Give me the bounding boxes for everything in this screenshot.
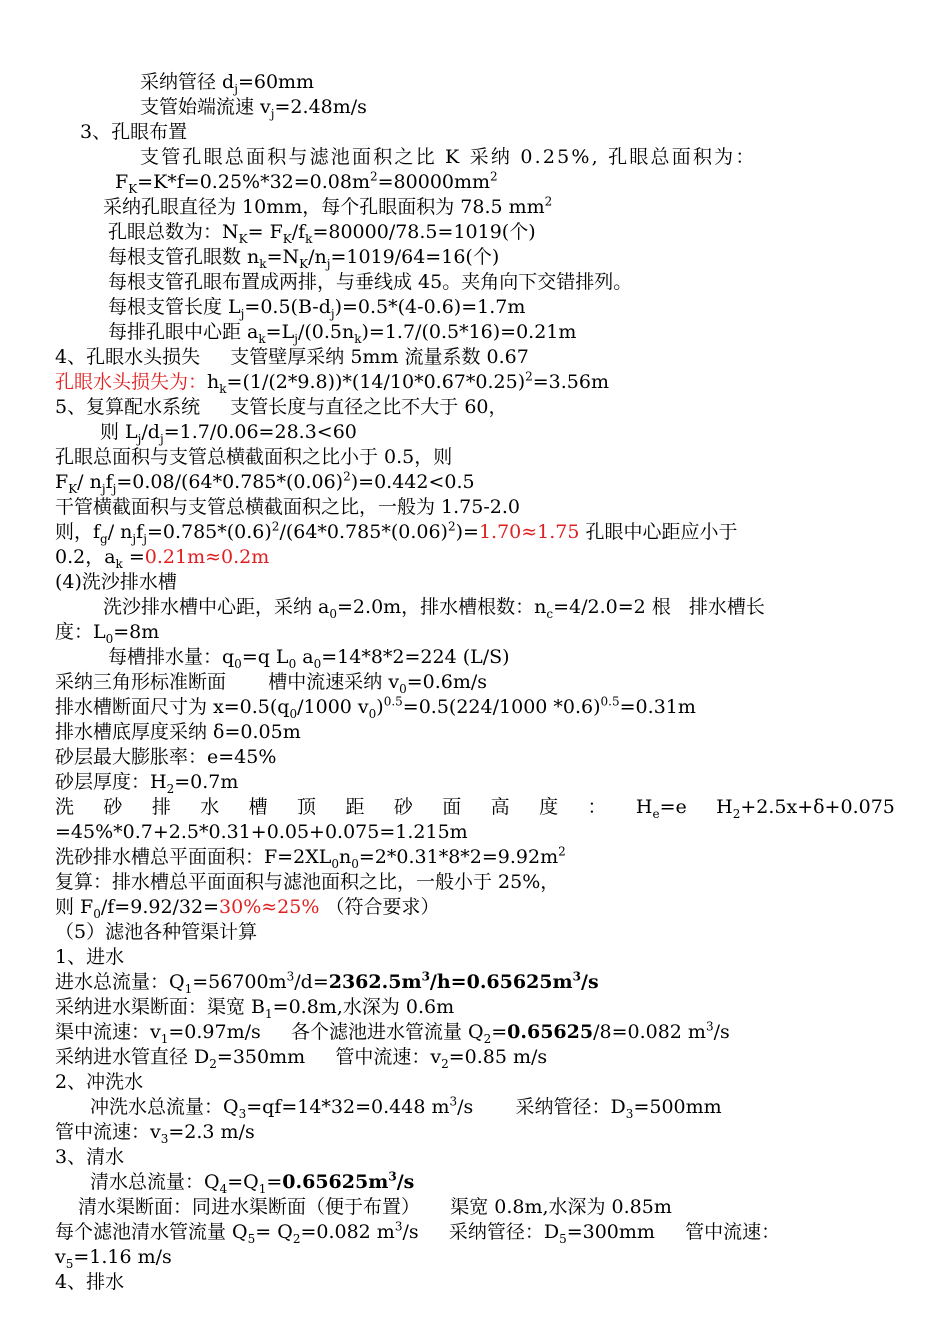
text-segment: 3 [421, 969, 430, 984]
text-segment: 高 [490, 796, 510, 818]
text-segment: /s [713, 1021, 730, 1043]
text-segment: /8=0.082 m [593, 1021, 706, 1043]
text-segment: 每个滤池清水管流量 Q [55, 1221, 248, 1243]
text-segment: 0.5 [383, 694, 403, 709]
text-segment: 度：L [55, 621, 106, 643]
text-segment: /s 采纳管径：D [457, 1096, 626, 1118]
text-segment: j [132, 531, 137, 546]
text-segment: 每槽排水量：q [108, 646, 235, 668]
text-segment: j [137, 431, 142, 446]
text-segment: =3.56m [532, 371, 609, 393]
text-line [55, 1020, 730, 1044]
text-segment: 管中流速：v [55, 1121, 161, 1143]
text-segment: =L [265, 321, 295, 343]
text-segment: 5 [65, 1256, 74, 1271]
text-segment: 0 [289, 706, 298, 721]
text-segment: =60mm [237, 71, 315, 93]
text-segment: 2 [544, 194, 553, 209]
text-segment: =80000mm [377, 171, 491, 193]
text-segment: k [354, 331, 362, 346]
text-segment: 0.5 [600, 694, 620, 709]
text-segment: =0.31m [619, 696, 696, 718]
text-segment: 槽 [248, 796, 268, 818]
text-segment: =0.97m/s 各个滤池进水管流量 Q [168, 1021, 484, 1043]
text-line [55, 1220, 780, 1244]
text-segment: 0 [399, 681, 407, 696]
text-segment: 支管孔眼总面积与滤池面积之比 K 采纳 0.25%, 孔眼总面积为： [140, 146, 757, 168]
text-segment: /s [581, 971, 599, 993]
text-line [55, 795, 895, 819]
text-segment: 3 [388, 1169, 397, 1184]
text-segment: $H_2+2.5x+\delta+0.075$ [716, 796, 895, 821]
text-segment: $H_e=e$ [635, 796, 687, 821]
text-line [55, 1145, 124, 1169]
text-line [55, 370, 609, 394]
text-segment: 2 [166, 781, 175, 796]
text-segment: a [296, 646, 314, 668]
text-segment: =1.16 m/s [73, 1246, 172, 1268]
text-segment: =2.48m/s [274, 96, 367, 118]
text-line [55, 345, 529, 369]
text-segment: 孔眼总数为：N [108, 221, 239, 243]
text-segment: 2 [370, 169, 378, 184]
text-segment: =0.5(B-d [244, 296, 331, 318]
text-segment: )= [455, 521, 479, 543]
text-segment: 每根支管长度 L [108, 296, 241, 318]
text-segment: 每根支管孔眼数 n [108, 246, 260, 268]
text-segment: 5 [559, 1231, 567, 1246]
text-line [55, 970, 599, 994]
text-segment: k [258, 331, 266, 346]
text-segment: 采纳管径 d [140, 71, 235, 93]
text-segment: 0 [329, 606, 338, 621]
text-line [55, 695, 696, 719]
text-segment: 2 [483, 1031, 492, 1046]
text-segment: 2 [209, 1056, 217, 1071]
text-segment: = [266, 1171, 283, 1193]
text-line [108, 320, 576, 344]
text-segment: /h=0.65625m [429, 971, 573, 993]
text-segment: k [305, 231, 313, 246]
text-segment: 清水渠断面：同进水渠断面（便于布置） 渠宽 0.8m,水深为 0.85m [78, 1196, 672, 1218]
text-segment: =2.3 m/s [168, 1121, 255, 1143]
text-line [140, 145, 880, 169]
text-segment: =4/2.0=2 根 排水槽长 [553, 596, 765, 618]
text-segment: 1 [160, 1031, 169, 1046]
text-line [55, 945, 124, 969]
text-segment: 5 [247, 1231, 256, 1246]
text-segment: f [136, 521, 144, 543]
text-segment: 2 [441, 1056, 449, 1071]
text-segment: /f=9.92/32= [100, 896, 220, 918]
text-segment: 孔眼中心距应小于 [579, 521, 738, 543]
text-segment: =0.6m/s [406, 671, 488, 693]
text-line [55, 520, 738, 544]
text-segment: 2 [490, 169, 498, 184]
text-segment: K [238, 231, 248, 246]
text-line [108, 220, 536, 244]
text-segment: 0.65625m [282, 1171, 389, 1193]
text-segment: 4 [219, 1181, 228, 1196]
text-segment: 排水槽底厚度采纳 δ=0.05m [55, 721, 301, 743]
text-segment: =8m [113, 621, 160, 643]
text-segment: 2 [558, 844, 566, 859]
text-segment: /1000 v [297, 696, 369, 718]
text-segment: 3 [705, 1019, 714, 1034]
text-segment: 孔眼水头损失为： [55, 371, 208, 393]
text-segment: 距 [345, 796, 365, 818]
text-segment: K [128, 181, 138, 196]
text-segment: 3 [449, 1094, 458, 1109]
text-line [55, 570, 177, 594]
text-segment: 3 [394, 1219, 403, 1234]
text-line [55, 670, 487, 694]
text-segment: F [115, 171, 129, 193]
text-segment: 每排孔眼中心距 a [108, 321, 259, 343]
text-segment: 2 [271, 519, 280, 534]
text-segment: 0 [93, 906, 101, 921]
text-line [55, 495, 520, 519]
text-segment: 每根支管孔眼布置成两排，与垂线成 45。夹角向下交错排列。 [108, 271, 633, 293]
text-segment: /(64*0.785*(0.06) [279, 521, 448, 543]
text-segment: n [338, 846, 352, 868]
text-segment: 1 [184, 981, 193, 996]
text-segment: =45%*0.7+2.5*0.31+0.05+0.075=1.215m [55, 821, 468, 843]
text-segment: =0.5(224/1000 *0.6) [402, 696, 601, 718]
text-segment: j [159, 431, 164, 446]
text-segment: =2*0.31*8*2=9.92m [358, 846, 559, 868]
text-line [55, 845, 566, 869]
text-segment: v [55, 1246, 66, 1268]
text-segment: =500mm [633, 1096, 722, 1118]
text-segment: 洗 [55, 796, 75, 818]
text-segment: )=1.7/(0.5*16)=0.21m [361, 321, 577, 343]
text-segment: 冲洗水总流量：Q [90, 1096, 239, 1118]
text-line [55, 995, 454, 1019]
text-segment: =0.785*(0.6) [146, 521, 272, 543]
text-segment: 0 [105, 631, 114, 646]
text-segment: 排水槽断面尺寸为 x=0.5(q [55, 696, 290, 718]
text-segment: 2、冲洗水 [55, 1071, 144, 1093]
text-segment: 2362.5m [328, 971, 422, 993]
text-segment: =q L [241, 646, 289, 668]
text-segment: 3 [625, 1106, 634, 1121]
text-segment: 进水总流量：Q [55, 971, 185, 993]
text-line [100, 420, 357, 444]
text-segment: 砂 [393, 796, 413, 818]
text-segment: 0.65625 [507, 1021, 594, 1043]
text-segment: =N [266, 246, 300, 268]
text-segment: =300mm 管中流速： [566, 1221, 781, 1243]
text-segment: 砂层最大膨胀率：e=45% [55, 746, 277, 768]
text-segment: 渠中流速：v [55, 1021, 161, 1043]
text-segment: 3、孔眼布置 [80, 121, 188, 143]
text-segment: c [546, 606, 554, 621]
text-segment: j [240, 306, 245, 321]
text-segment: 采纳进水管直径 D [55, 1046, 210, 1068]
text-line [108, 645, 510, 669]
text-segment: =14*8*2=224 (L/S) [321, 646, 510, 668]
text-segment: /s [396, 1171, 415, 1193]
text-segment: 30%≈25% [219, 896, 320, 918]
text-segment: 干管横截面积与支管总横截面积之比，一般为 1.75-2.0 [55, 496, 520, 518]
text-line [55, 545, 269, 569]
text-line [108, 245, 499, 269]
text-segment: 面 [442, 796, 462, 818]
text-segment: 洗沙排水槽中心距，采纳 a [103, 596, 330, 618]
text-segment: = [122, 546, 145, 568]
text-segment: =0.8m,水深为 0.6m [272, 996, 455, 1018]
text-segment: 3 [572, 969, 581, 984]
text-line [103, 195, 552, 219]
text-segment: 3、清水 [55, 1146, 125, 1168]
text-segment: K [299, 256, 309, 271]
text-segment: K [68, 481, 78, 496]
text-line [55, 1070, 143, 1094]
text-segment: /d [141, 421, 160, 443]
text-segment: (4)洗沙排水槽 [55, 571, 177, 593]
text-segment: 0 [234, 656, 242, 671]
text-line [90, 1095, 722, 1119]
text-segment: =56700m [192, 971, 287, 993]
text-segment: j [143, 531, 147, 546]
text-segment: =2.0m，排水槽根数：n [337, 596, 547, 618]
text-segment: 复算：排水槽总平面面积与滤池面积之比，一般小于 25%， [55, 871, 560, 893]
text-line [55, 920, 257, 944]
text-line [108, 270, 632, 294]
text-segment: 2 [343, 469, 351, 484]
text-segment: 1.70≈1.75 [478, 521, 580, 543]
text-segment: =K*f=0.25%*32=0.08m [137, 171, 370, 193]
text-segment: /n [308, 246, 327, 268]
text-segment: = Q [255, 1221, 293, 1243]
text-segment: （5）滤池各种管渠计算 [55, 921, 258, 943]
text-segment: /d= [294, 971, 329, 993]
text-line [55, 620, 159, 644]
text-segment: 0.21m≈0.2m [144, 546, 270, 568]
text-line [78, 1195, 672, 1219]
text-segment: 3 [160, 1131, 169, 1146]
text-line [55, 395, 508, 419]
text-segment: /f [291, 221, 306, 243]
text-segment: =qf=14*32=0.448 m [246, 1096, 450, 1118]
text-line [103, 595, 765, 619]
text-segment: 0 [331, 856, 339, 871]
text-segment: 0 [288, 656, 297, 671]
text-segment: 采纳孔眼直径为 10mm，每个孔眼面积为 78.5 mm [103, 196, 545, 218]
text-segment: 1 [258, 1181, 267, 1196]
text-segment: g [100, 531, 108, 546]
text-segment: j [326, 256, 331, 271]
text-line [55, 820, 468, 844]
text-segment: j [101, 481, 106, 496]
text-segment: 采纳进水渠断面：渠宽 B [55, 996, 266, 1018]
text-segment: 2 [525, 369, 533, 384]
text-segment: K [282, 231, 292, 246]
text-segment: =1019/64=16(个) [330, 246, 500, 268]
text-segment: /(0.5n [297, 321, 355, 343]
text-segment: ： [587, 796, 607, 818]
text-segment: 砂 [103, 796, 123, 818]
text-segment: 清水总流量：Q [90, 1171, 220, 1193]
text-segment: f [105, 471, 113, 493]
text-segment: j [234, 81, 238, 96]
text-line [55, 745, 276, 769]
text-line [55, 1045, 547, 1069]
text-segment: 水 [200, 796, 220, 818]
text-segment: =(1/(2*9.8))*(14/10*0.67*0.25) [226, 371, 526, 393]
text-segment: 顶 [297, 796, 317, 818]
text-segment: 0.2，a [55, 546, 116, 568]
text-segment: 孔眼总面积与支管总横截面积之比小于 0.5，则 [55, 446, 453, 468]
text-segment: =0.85 m/s [448, 1046, 548, 1068]
text-segment: 洗砂排水槽总平面面积：F=2XL [55, 846, 332, 868]
text-segment: 砂层厚度：H [55, 771, 167, 793]
text-line [140, 70, 314, 94]
text-segment: 3 [286, 969, 295, 984]
text-line [80, 120, 187, 144]
text-segment: = [491, 1021, 508, 1043]
text-segment: /s 采纳管径：D [402, 1221, 560, 1243]
text-line [55, 1120, 255, 1144]
text-segment: 则 F [55, 896, 94, 918]
text-segment: =0.082 m [300, 1221, 395, 1243]
text-segment: =80000/78.5=1019(个) [312, 221, 536, 243]
text-segment: 5、复算配水系统 支管长度与直径之比不大于 60， [55, 396, 508, 418]
text-segment: 0 [313, 656, 322, 671]
text-segment: j [294, 331, 298, 346]
text-segment: = F [247, 221, 283, 243]
text-segment: k [219, 381, 227, 396]
text-segment: j [330, 306, 335, 321]
text-segment: k [259, 256, 267, 271]
text-segment: )=0.5*(4-0.6)=1.7m [334, 296, 526, 318]
text-segment: =0.7m [174, 771, 239, 793]
text-segment: =1.7/0.06=28.3<60 [163, 421, 357, 443]
text-segment: =0.08/(64*0.785*(0.06) [116, 471, 344, 493]
text-segment: ) [376, 696, 384, 718]
text-segment: 度 [539, 796, 559, 818]
text-line [55, 720, 301, 744]
text-segment: h [207, 371, 220, 393]
text-segment: 4、孔眼水头损失 支管壁厚采纳 5mm 流量系数 0.67 [55, 346, 529, 368]
text-segment: / n [107, 521, 133, 543]
text-segment: F [55, 471, 69, 493]
text-segment: 则，f [55, 521, 101, 543]
text-line [55, 870, 559, 894]
text-line [90, 1170, 414, 1194]
text-segment: 2 [447, 519, 456, 534]
text-line [140, 95, 367, 119]
text-segment: / n [77, 471, 102, 493]
text-segment: 采纳三角形标准断面 槽中流速采纳 v [55, 671, 400, 693]
text-segment: 排 [151, 796, 171, 818]
text-segment: 1、进水 [55, 946, 125, 968]
text-segment: k [115, 556, 123, 571]
text-segment: j [112, 481, 117, 496]
text-segment: 则 L [100, 421, 138, 443]
text-segment: 1 [265, 1006, 273, 1021]
text-segment: )=0.442<0.5 [350, 471, 475, 493]
text-segment: 支管始端流速 v [140, 96, 271, 118]
text-segment: 0 [368, 706, 377, 721]
text-segment: =Q [227, 1171, 259, 1193]
text-segment: （符合要求） [319, 896, 440, 918]
text-line [55, 445, 452, 469]
text-segment: j [270, 106, 275, 121]
text-segment: 2 [292, 1231, 301, 1246]
text-line [55, 895, 439, 919]
text-line [55, 770, 238, 794]
text-line [55, 1245, 172, 1269]
text-segment: 3 [238, 1106, 247, 1121]
text-line [108, 295, 525, 319]
text-line [55, 470, 475, 494]
text-line [115, 170, 498, 194]
text-segment: 0 [351, 856, 359, 871]
text-segment: 4、排水 [55, 1271, 125, 1293]
text-line [55, 1270, 124, 1294]
text-segment: =350mm 管中流速：v [216, 1046, 442, 1068]
